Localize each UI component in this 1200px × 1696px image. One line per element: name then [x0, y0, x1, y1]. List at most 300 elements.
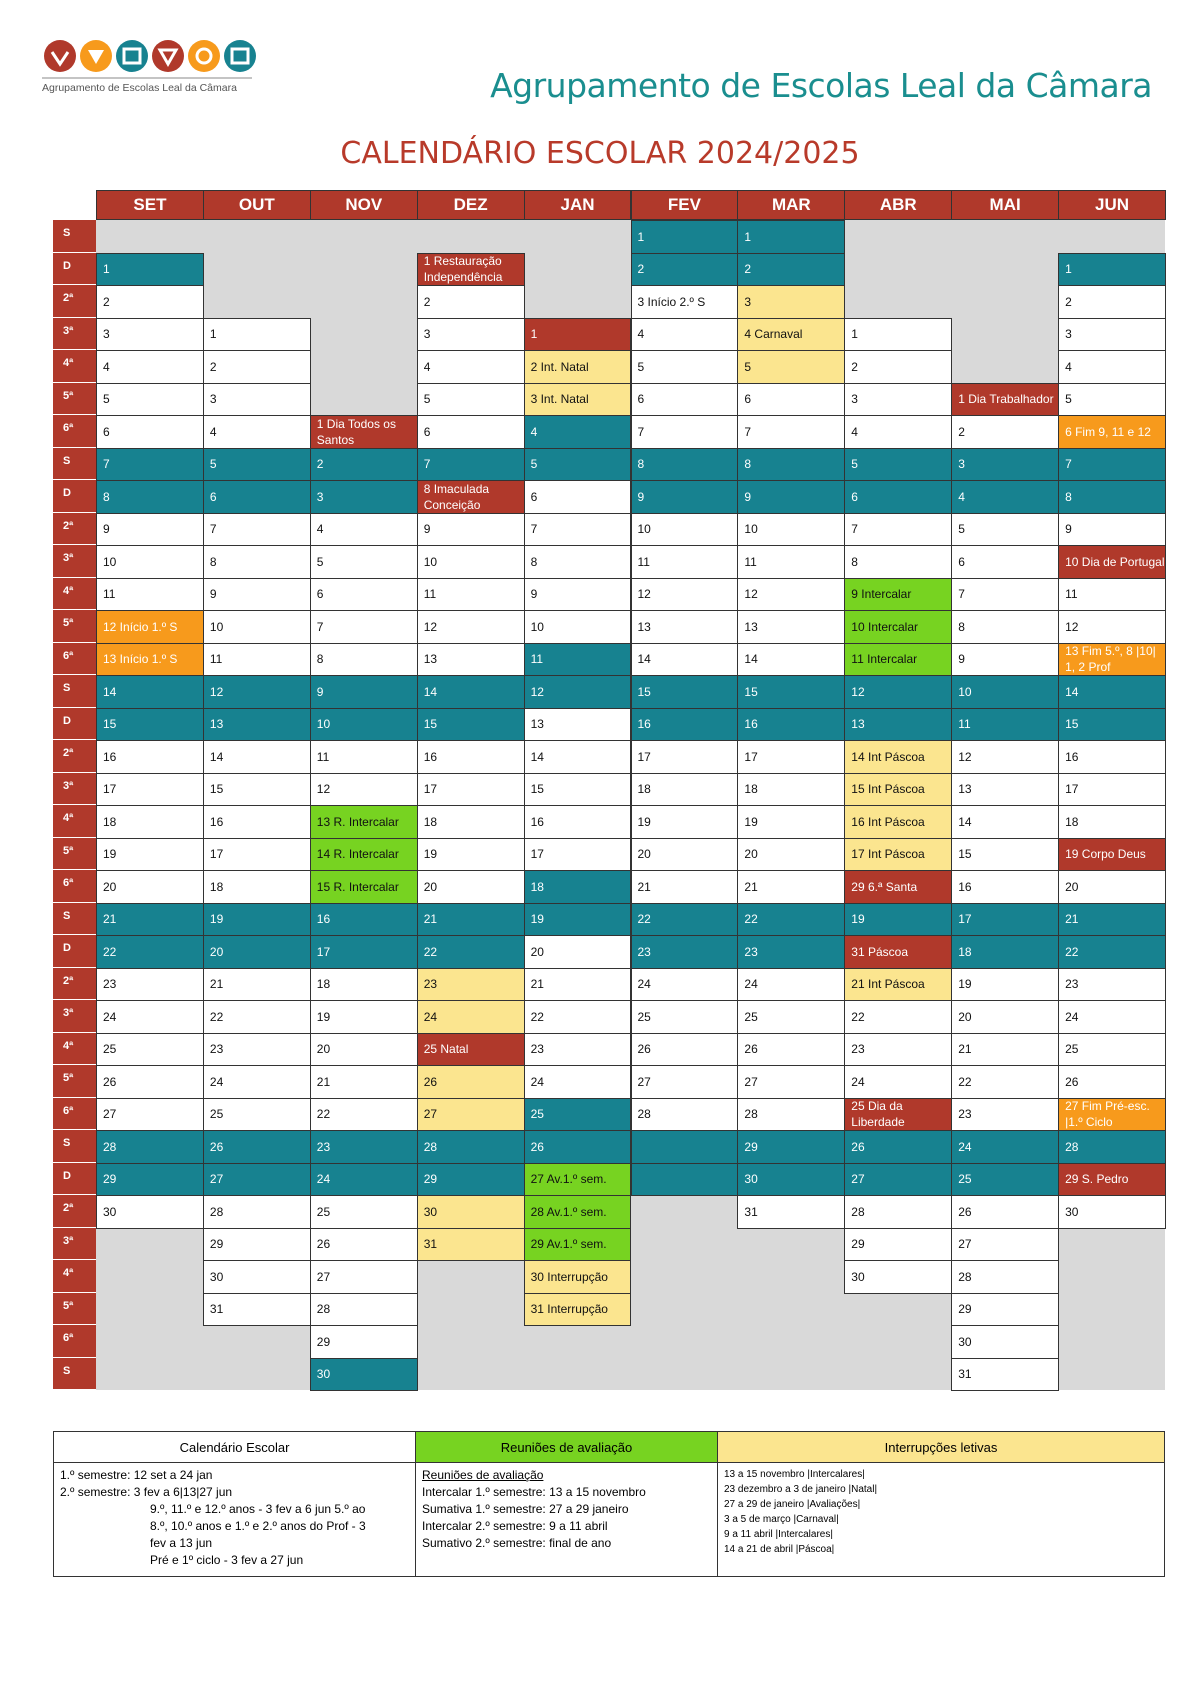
school-name: Agrupamento de Escolas Leal da Câmara [490, 66, 1152, 105]
day-cell-out: 25 [203, 1098, 311, 1132]
month-header-dez: DEZ [417, 190, 525, 220]
day-cell-mai: 26 [951, 1195, 1059, 1229]
day-cell-set: 5 [96, 383, 204, 417]
day-cell-dez: 8 Imaculada Conceição [417, 480, 525, 514]
day-cell-out: 12 [203, 675, 311, 709]
day-cell-nov: 3 [310, 480, 418, 514]
day-cell-mai: 1 Dia Trabalhador [951, 383, 1059, 417]
day-cell-fev: 15 [631, 675, 739, 709]
day-cell-dez: 9 [417, 513, 525, 547]
day-cell-nov: 30 [310, 1358, 418, 1392]
day-cell-dez: 2 [417, 285, 525, 319]
day-cell-mai: 31 [951, 1358, 1059, 1392]
day-cell-abr: 13 [844, 708, 952, 742]
day-cell-out: 4 [203, 415, 311, 449]
day-cell-mai: 17 [951, 903, 1059, 937]
day-cell-mai: 19 [951, 968, 1059, 1002]
day-cell-abr: 15 Int Páscoa [844, 773, 952, 807]
day-cell-dez: 14 [417, 675, 525, 709]
day-cell-fev: 3 Início 2.º S [631, 285, 739, 319]
day-cell-fev [631, 1130, 739, 1164]
legend-interr-line: 9 a 11 abril |Intercalares| [724, 1529, 833, 1540]
day-cell-dez: 21 [417, 903, 525, 937]
weekday-label: 5ª [53, 383, 96, 416]
day-cell-mar: 11 [737, 545, 845, 579]
day-cell-nov: 29 [310, 1325, 418, 1359]
day-cell-abr: 4 [844, 415, 952, 449]
day-cell-jun: 2 [1058, 285, 1166, 319]
day-cell-out: 26 [203, 1130, 311, 1164]
weekday-label: S [53, 903, 96, 936]
day-cell-set: 6 [96, 415, 204, 449]
day-cell-set: 17 [96, 773, 204, 807]
day-cell-abr: 11 Intercalar [844, 643, 952, 677]
day-cell-abr: 1 [844, 318, 952, 352]
day-cell-nov: 11 [310, 740, 418, 774]
day-cell-mai: 24 [951, 1130, 1059, 1164]
day-cell-nov: 24 [310, 1163, 418, 1197]
day-cell-mai: 25 [951, 1163, 1059, 1197]
day-cell-dez: 20 [417, 870, 525, 904]
day-cell-mai: 8 [951, 610, 1059, 644]
day-cell-mai: 23 [951, 1098, 1059, 1132]
weekday-label: 6ª [53, 415, 96, 448]
legend-eval-line: Sumativo 2.º semestre: final de ano [422, 1536, 612, 1550]
day-cell-mar: 8 [737, 448, 845, 482]
day-cell-mar: 21 [737, 870, 845, 904]
day-cell-out: 19 [203, 903, 311, 937]
day-cell-dez: 22 [417, 935, 525, 969]
day-cell-abr: 29 [844, 1228, 952, 1262]
day-cell-dez: 25 Natal [417, 1033, 525, 1067]
day-cell-abr: 22 [844, 1000, 952, 1034]
day-cell-dez: 15 [417, 708, 525, 742]
day-cell-out: 16 [203, 805, 311, 839]
day-cell-out: 6 [203, 480, 311, 514]
day-cell-nov: 26 [310, 1228, 418, 1262]
day-cell-abr: 12 [844, 675, 952, 709]
weekday-label: S [53, 1130, 96, 1163]
day-cell-mai: 6 [951, 545, 1059, 579]
day-cell-mai: 16 [951, 870, 1059, 904]
day-cell-dez: 7 [417, 448, 525, 482]
month-header-fev: FEV [631, 190, 739, 220]
day-cell-set: 30 [96, 1195, 204, 1229]
weekday-label: 5ª [53, 838, 96, 871]
day-cell-abr: 16 Int Páscoa [844, 805, 952, 839]
day-cell-dez: 19 [417, 838, 525, 872]
day-cell-abr: 21 Int Páscoa [844, 968, 952, 1002]
day-cell-abr: 14 Int Páscoa [844, 740, 952, 774]
day-cell-abr: 17 Int Páscoa [844, 838, 952, 872]
day-cell-nov: 9 [310, 675, 418, 709]
day-cell-jun: 13 Fim 5.º, 8 |10| 1, 2 Prof [1058, 643, 1166, 677]
day-cell-nov: 1 Dia Todos os Santos [310, 415, 418, 449]
day-cell-jan: 14 [524, 740, 632, 774]
day-cell-set: 29 [96, 1163, 204, 1197]
day-cell-set: 2 [96, 285, 204, 319]
day-cell-mar: 1 [737, 220, 845, 254]
day-cell-mar: 18 [737, 773, 845, 807]
day-cell-dez: 1 Restauração Independência [417, 253, 525, 287]
day-cell-set: 19 [96, 838, 204, 872]
day-cell-dez: 23 [417, 968, 525, 1002]
day-cell-fev: 26 [631, 1033, 739, 1067]
day-cell-jun: 16 [1058, 740, 1166, 774]
month-header-mai: MAI [951, 190, 1059, 220]
day-cell-jun: 26 [1058, 1065, 1166, 1099]
day-cell-fev: 23 [631, 935, 739, 969]
day-cell-mai: 5 [951, 513, 1059, 547]
month-header-set: SET [96, 190, 204, 220]
day-cell-fev: 2 [631, 253, 739, 287]
day-cell-fev: 4 [631, 318, 739, 352]
day-cell-mar: 17 [737, 740, 845, 774]
day-cell-jan: 26 [524, 1130, 632, 1164]
legend-eval-line: Sumativa 1.º semestre: 27 a 29 janeiro [422, 1502, 629, 1516]
day-cell-set: 27 [96, 1098, 204, 1132]
legend-evaluation-header: Reuniões de avaliação [415, 1431, 718, 1463]
weekday-label: 3ª [53, 1000, 96, 1033]
day-cell-fev: 8 [631, 448, 739, 482]
day-cell-abr: 26 [844, 1130, 952, 1164]
day-cell-out: 28 [203, 1195, 311, 1229]
month-header-abr: ABR [844, 190, 952, 220]
day-cell-mar: 2 [737, 253, 845, 287]
day-cell-abr: 10 Intercalar [844, 610, 952, 644]
legend-cal-line: 9.º, 11.º e 12.º anos - 3 fev a 6 jun 5.º ao [150, 1502, 366, 1516]
weekday-label: S [53, 448, 96, 481]
day-cell-mai: 9 [951, 643, 1059, 677]
day-cell-fev: 5 [631, 350, 739, 384]
day-cell-mai: 3 [951, 448, 1059, 482]
day-cell-jun: 25 [1058, 1033, 1166, 1067]
day-cell-set: 1 [96, 253, 204, 287]
legend-calendar-header: Calendário Escolar [53, 1431, 416, 1463]
day-cell-jun: 9 [1058, 513, 1166, 547]
day-cell-nov: 16 [310, 903, 418, 937]
day-cell-out: 3 [203, 383, 311, 417]
day-cell-set: 7 [96, 448, 204, 482]
day-cell-jan: 20 [524, 935, 632, 969]
day-cell-set: 16 [96, 740, 204, 774]
day-cell-set: 25 [96, 1033, 204, 1067]
day-cell-jun: 29 S. Pedro [1058, 1163, 1166, 1197]
day-cell-jan: 2 Int. Natal [524, 350, 632, 384]
month-header-out: OUT [203, 190, 311, 220]
day-cell-jun: 19 Corpo Deus [1058, 838, 1166, 872]
day-cell-fev: 6 [631, 383, 739, 417]
day-cell-mar: 13 [737, 610, 845, 644]
day-cell-set: 22 [96, 935, 204, 969]
day-cell-mai: 4 [951, 480, 1059, 514]
day-cell-set: 3 [96, 318, 204, 352]
day-cell-abr: 23 [844, 1033, 952, 1067]
calendar-title: CALENDÁRIO ESCOLAR 2024/2025 [340, 136, 860, 171]
day-cell-set: 28 [96, 1130, 204, 1164]
day-cell-abr: 3 [844, 383, 952, 417]
day-cell-jun: 28 [1058, 1130, 1166, 1164]
legend-interruptions-header: Interrupções letivas [717, 1431, 1165, 1463]
day-cell-fev: 19 [631, 805, 739, 839]
day-cell-dez: 17 [417, 773, 525, 807]
day-cell-mai: 15 [951, 838, 1059, 872]
day-cell-out: 7 [203, 513, 311, 547]
day-cell-abr: 29 6.ª Santa [844, 870, 952, 904]
day-cell-mar: 5 [737, 350, 845, 384]
day-cell-jun: 18 [1058, 805, 1166, 839]
weekday-label: 2ª [53, 740, 96, 773]
day-cell-out: 5 [203, 448, 311, 482]
weekday-label: 2ª [53, 285, 96, 318]
day-cell-out: 11 [203, 643, 311, 677]
day-cell-jan: 8 [524, 545, 632, 579]
day-cell-mar: 28 [737, 1098, 845, 1132]
legend-eval-line: Intercalar 2.º semestre: 9 a 11 abril [422, 1519, 608, 1533]
day-cell-jun: 12 [1058, 610, 1166, 644]
day-cell-jan: 17 [524, 838, 632, 872]
day-cell-fev: 1 [631, 220, 739, 254]
day-cell-set: 11 [96, 578, 204, 612]
day-cell-jun: 27 Fim Pré-esc. |1.º Ciclo [1058, 1098, 1166, 1132]
day-cell-nov: 21 [310, 1065, 418, 1099]
legend-cal-line: 8.º, 10.º anos e 1.º e 2.º anos do Prof - 3 [150, 1519, 366, 1533]
day-cell-out: 14 [203, 740, 311, 774]
day-cell-mai: 18 [951, 935, 1059, 969]
day-cell-mar: 15 [737, 675, 845, 709]
day-cell-mar: 14 [737, 643, 845, 677]
day-cell-jun: 23 [1058, 968, 1166, 1002]
day-cell-fev: 17 [631, 740, 739, 774]
day-cell-out: 22 [203, 1000, 311, 1034]
legend-interr-line: 14 a 21 de abril |Páscoa| [724, 1544, 835, 1555]
day-cell-jan: 18 [524, 870, 632, 904]
day-cell-mai: 14 [951, 805, 1059, 839]
day-cell-jan: 5 [524, 448, 632, 482]
day-cell-jun: 8 [1058, 480, 1166, 514]
day-cell-mar: 22 [737, 903, 845, 937]
legend-interr-line: 13 a 15 novembro |Intercalares| [724, 1469, 865, 1480]
day-cell-nov: 13 R. Intercalar [310, 805, 418, 839]
day-cell-dez: 30 [417, 1195, 525, 1229]
day-cell-mai: 27 [951, 1228, 1059, 1262]
day-cell-fev: 10 [631, 513, 739, 547]
day-cell-out: 18 [203, 870, 311, 904]
day-cell-fev: 9 [631, 480, 739, 514]
day-cell-fev: 25 [631, 1000, 739, 1034]
legend-interr-line: 3 a 5 de março |Carnaval| [724, 1514, 839, 1525]
day-cell-fev: 22 [631, 903, 739, 937]
day-cell-mar: 9 [737, 480, 845, 514]
day-cell-abr: 19 [844, 903, 952, 937]
day-cell-mai: 28 [951, 1260, 1059, 1294]
day-cell-jan: 12 [524, 675, 632, 709]
day-cell-jun: 11 [1058, 578, 1166, 612]
day-cell-abr: 31 Páscoa [844, 935, 952, 969]
day-cell-dez: 13 [417, 643, 525, 677]
day-cell-fev: 11 [631, 545, 739, 579]
day-cell-out: 1 [203, 318, 311, 352]
day-cell-set: 18 [96, 805, 204, 839]
day-cell-nov: 14 R. Intercalar [310, 838, 418, 872]
school-logo [38, 34, 278, 102]
day-cell-jun: 22 [1058, 935, 1166, 969]
day-cell-nov: 25 [310, 1195, 418, 1229]
day-cell-dez: 27 [417, 1098, 525, 1132]
day-cell-set: 13 Início 1.º S [96, 643, 204, 677]
weekday-label: D [53, 253, 96, 286]
day-cell-nov: 8 [310, 643, 418, 677]
legend-interruptions-body [717, 1462, 1165, 1577]
day-cell-fev [631, 1163, 739, 1197]
day-cell-fev: 21 [631, 870, 739, 904]
day-cell-nov: 12 [310, 773, 418, 807]
day-cell-dez: 10 [417, 545, 525, 579]
day-cell-dez: 26 [417, 1065, 525, 1099]
day-cell-jan: 21 [524, 968, 632, 1002]
day-cell-mar: 23 [737, 935, 845, 969]
day-cell-nov: 15 R. Intercalar [310, 870, 418, 904]
day-cell-mai: 13 [951, 773, 1059, 807]
day-cell-mar: 30 [737, 1163, 845, 1197]
day-cell-fev: 27 [631, 1065, 739, 1099]
day-cell-jun: 24 [1058, 1000, 1166, 1034]
day-cell-jan: 9 [524, 578, 632, 612]
weekday-label: S [53, 220, 96, 253]
day-cell-out: 21 [203, 968, 311, 1002]
day-cell-nov: 20 [310, 1033, 418, 1067]
day-cell-jan: 6 [524, 480, 632, 514]
day-cell-jan: 28 Av.1.º sem. [524, 1195, 632, 1229]
day-cell-abr: 28 [844, 1195, 952, 1229]
weekday-label: 2ª [53, 1195, 96, 1228]
day-cell-mai: 7 [951, 578, 1059, 612]
weekday-label: 3ª [53, 318, 96, 351]
day-cell-jan: 29 Av.1.º sem. [524, 1228, 632, 1262]
day-cell-dez: 11 [417, 578, 525, 612]
month-header-jun: JUN [1058, 190, 1166, 220]
weekday-label: 2ª [53, 968, 96, 1001]
day-cell-set: 26 [96, 1065, 204, 1099]
day-cell-mai: 10 [951, 675, 1059, 709]
day-cell-dez: 3 [417, 318, 525, 352]
legend-cal-line: fev a 13 jun [150, 1536, 213, 1550]
day-cell-set: 8 [96, 480, 204, 514]
day-cell-jun: 3 [1058, 318, 1166, 352]
day-cell-fev: 28 [631, 1098, 739, 1132]
day-cell-mai: 2 [951, 415, 1059, 449]
month-header-nov: NOV [310, 190, 418, 220]
day-cell-out: 31 [203, 1293, 311, 1327]
day-cell-dez: 6 [417, 415, 525, 449]
day-cell-mar: 20 [737, 838, 845, 872]
day-cell-jan: 31 Interrupção [524, 1293, 632, 1327]
day-cell-set: 23 [96, 968, 204, 1002]
weekday-label: 4ª [53, 350, 96, 383]
day-cell-mai: 20 [951, 1000, 1059, 1034]
day-cell-fev: 7 [631, 415, 739, 449]
day-cell-mar: 10 [737, 513, 845, 547]
day-cell-mai: 11 [951, 708, 1059, 742]
day-cell-nov: 18 [310, 968, 418, 1002]
day-cell-jun: 30 [1058, 1195, 1166, 1229]
day-cell-fev: 18 [631, 773, 739, 807]
day-cell-jun: 17 [1058, 773, 1166, 807]
legend-cal-line: 1.º semestre: 12 set a 24 jan [60, 1468, 213, 1482]
day-cell-out: 9 [203, 578, 311, 612]
day-cell-nov: 23 [310, 1130, 418, 1164]
day-cell-out: 8 [203, 545, 311, 579]
day-cell-jan: 10 [524, 610, 632, 644]
day-cell-mai: 21 [951, 1033, 1059, 1067]
day-cell-fev: 16 [631, 708, 739, 742]
day-cell-jan: 7 [524, 513, 632, 547]
day-cell-mar: 25 [737, 1000, 845, 1034]
day-cell-dez: 12 [417, 610, 525, 644]
day-cell-abr: 9 Intercalar [844, 578, 952, 612]
day-cell-out: 27 [203, 1163, 311, 1197]
day-cell-fev: 20 [631, 838, 739, 872]
weekday-label: 3ª [53, 545, 96, 578]
weekday-label: D [53, 935, 96, 968]
day-cell-mar: 19 [737, 805, 845, 839]
day-cell-out: 23 [203, 1033, 311, 1067]
day-cell-jun: 15 [1058, 708, 1166, 742]
day-cell-out: 2 [203, 350, 311, 384]
day-cell-jun: 7 [1058, 448, 1166, 482]
day-cell-nov: 4 [310, 513, 418, 547]
day-cell-set: 4 [96, 350, 204, 384]
day-cell-jun: 1 [1058, 253, 1166, 287]
day-cell-nov: 17 [310, 935, 418, 969]
day-cell-set: 14 [96, 675, 204, 709]
day-cell-jun: 10 Dia de Portugal [1058, 545, 1166, 579]
weekday-label: 5ª [53, 1065, 96, 1098]
day-cell-fev: 14 [631, 643, 739, 677]
day-cell-jan: 25 [524, 1098, 632, 1132]
day-cell-out: 30 [203, 1260, 311, 1294]
day-cell-mar: 3 [737, 285, 845, 319]
legend-interr-line: 23 dezembro a 3 de janeiro |Natal| [724, 1484, 878, 1495]
weekday-label: 6ª [53, 643, 96, 676]
day-cell-mar: 16 [737, 708, 845, 742]
day-cell-out: 10 [203, 610, 311, 644]
weekday-label: S [53, 675, 96, 708]
month-header-mar: MAR [737, 190, 845, 220]
day-cell-jun: 14 [1058, 675, 1166, 709]
day-cell-set: 12 Início 1.º S [96, 610, 204, 644]
day-cell-set: 21 [96, 903, 204, 937]
day-cell-jan: 4 [524, 415, 632, 449]
weekday-label: 3ª [53, 1228, 96, 1261]
svg-text:Agrupamento de Escolas Leal da: Agrupamento de Escolas Leal da Câmara [42, 82, 237, 94]
weekday-label: D [53, 708, 96, 741]
day-cell-dez: 5 [417, 383, 525, 417]
day-cell-jan: 15 [524, 773, 632, 807]
day-cell-mar: 26 [737, 1033, 845, 1067]
weekday-label: 2ª [53, 513, 96, 546]
day-cell-nov: 28 [310, 1293, 418, 1327]
day-cell-jan: 3 Int. Natal [524, 383, 632, 417]
day-cell-jan: 16 [524, 805, 632, 839]
day-cell-nov: 2 [310, 448, 418, 482]
day-cell-abr: 8 [844, 545, 952, 579]
day-cell-dez: 16 [417, 740, 525, 774]
day-cell-mai: 30 [951, 1325, 1059, 1359]
day-cell-abr: 27 [844, 1163, 952, 1197]
day-cell-dez: 24 [417, 1000, 525, 1034]
day-cell-mar: 4 Carnaval [737, 318, 845, 352]
